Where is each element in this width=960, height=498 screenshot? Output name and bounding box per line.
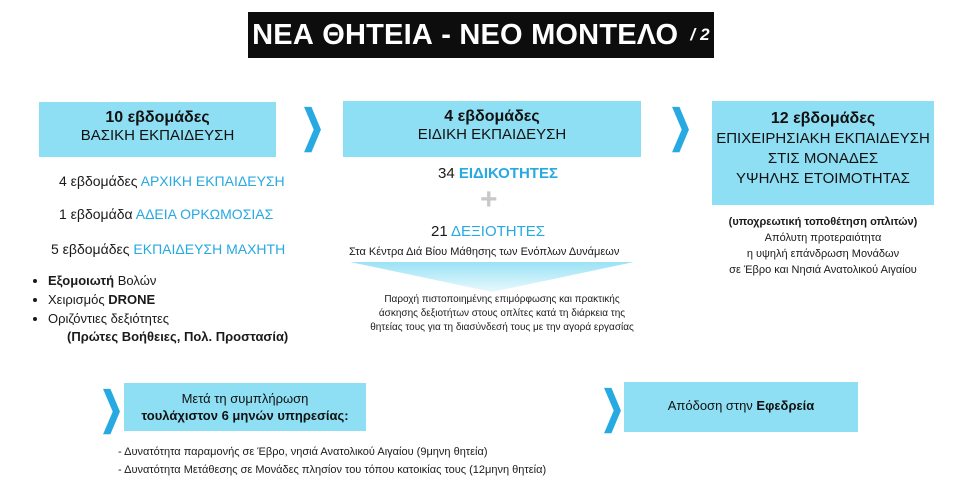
special-training-label: ΕΙΔΙΚΗ ΕΚΠΑΙΔΕΥΣΗ xyxy=(417,126,567,143)
bullet-note: (Πρώτες Βοήθειες, Πολ. Προστασία) xyxy=(67,329,289,344)
operational-note-line: σε Έβρο και Νησιά Ανατολικού Αιγαίου xyxy=(729,264,917,276)
service-condition-line-1: Μετά τη συμπλήρωση xyxy=(181,391,309,406)
special-description: Παροχή πιστοποιημένης επιμόρφωσης και πρακτικής άσκησης δεξιοτήτων στους οπλίτες κατά τη διάρκεια της θητείας τους για τη διασύνδεσή τους με την αγορά εργασίας xyxy=(370,294,634,333)
operational-note xyxy=(706,214,940,278)
operational-training-weeks: 12 εβδομάδες xyxy=(770,110,876,127)
page-title xyxy=(248,12,714,58)
title-sub: / 2 xyxy=(690,25,710,44)
chevron-right-icon: ❯ xyxy=(99,384,124,433)
operational-line-3: ΥΨΗΛΗΣ ΕΤΟΙΜΟΤΗΤΑΣ xyxy=(736,170,910,187)
basic-training-box xyxy=(39,102,276,157)
chevron-right-icon: ❯ xyxy=(300,102,325,151)
operational-note-line: η υψηλή επάνδρωση Μονάδων xyxy=(746,248,900,260)
list-item: - Δυνατότητα Μετάθεσης σε Μονάδες πλησίον του τόπου κατοικίας τους (12μηνη θητεία) xyxy=(118,464,547,476)
operational-line-2: ΣΤΙΣ ΜΟΝΑΔΕΣ xyxy=(767,150,879,167)
chevron-right-icon: ❯ xyxy=(600,383,625,432)
down-triangle-shape xyxy=(342,256,642,296)
title-main: ΝΕΑ ΘΗΤΕΙΑ - ΝΕΟ ΜΟΝΤΕΛΟ xyxy=(252,18,679,51)
centers-text: Στα Κέντρα Διά Βίου Μάθησης των Ενόπλων Δυνάμεων xyxy=(349,246,620,258)
bullet-item: • Χειρισμός DRONE xyxy=(48,290,169,309)
specialties-line: 34 ΕΙΔΙΚΟΤΗΤΕΣ xyxy=(438,165,558,182)
reserve-box: Απόδοση στην Εφεδρεία xyxy=(624,382,858,432)
basic-line-2: 1 εβδομάδα ΑΔΕΙΑ ΟΡΚΩΜΟΣΙΑΣ xyxy=(59,206,274,222)
service-options xyxy=(118,443,546,479)
operational-note-line: Απόλυτη προτεραιότητα xyxy=(764,232,882,244)
basic-bullets xyxy=(30,271,169,328)
list-item: - Δυνατότητα παραμονής σε Έβρο, νησιά Ανατολικού Αιγαίου (9μηνη θητεία) xyxy=(118,446,488,458)
chevron-right-icon: ❯ xyxy=(668,102,693,151)
operational-line-1: ΕΠΙΧΕΙΡΗΣΙΑΚΗ ΕΚΠΑΙΔΕΥΣΗ xyxy=(716,130,930,147)
basic-training-weeks: 10 εβδομάδες xyxy=(105,109,210,126)
bullet-item: • Οριζόντιες δεξιότητες xyxy=(48,309,169,328)
operational-note-bold: (υποχρεωτική τοποθέτηση οπλιτών) xyxy=(728,216,918,228)
special-training-box xyxy=(343,101,641,157)
skills-line: 21 ΔΕΞΙΟΤΗΤΕΣ xyxy=(431,223,546,240)
service-condition-box xyxy=(124,383,366,431)
service-condition-line-2: τουλάχιστον 6 μηνών υπηρεσίας: xyxy=(141,408,349,423)
bullet-item: • Εξομοιωτή Βολών xyxy=(48,271,169,290)
basic-training-label: ΒΑΣΙΚΗ ΕΚΠΑΙΔΕΥΣΗ xyxy=(80,127,235,144)
basic-line-1: 4 εβδομάδες ΑΡΧΙΚΗ ΕΚΠΑΙΔΕΥΣΗ xyxy=(59,173,285,189)
plus-icon: + xyxy=(480,183,498,216)
basic-line-3: 5 εβδομάδες ΕΚΠΑΙΔΕΥΣΗ ΜΑΧΗΤΗ xyxy=(51,241,286,257)
special-training-weeks: 4 εβδομάδες xyxy=(444,108,540,125)
operational-training-box xyxy=(712,101,934,205)
